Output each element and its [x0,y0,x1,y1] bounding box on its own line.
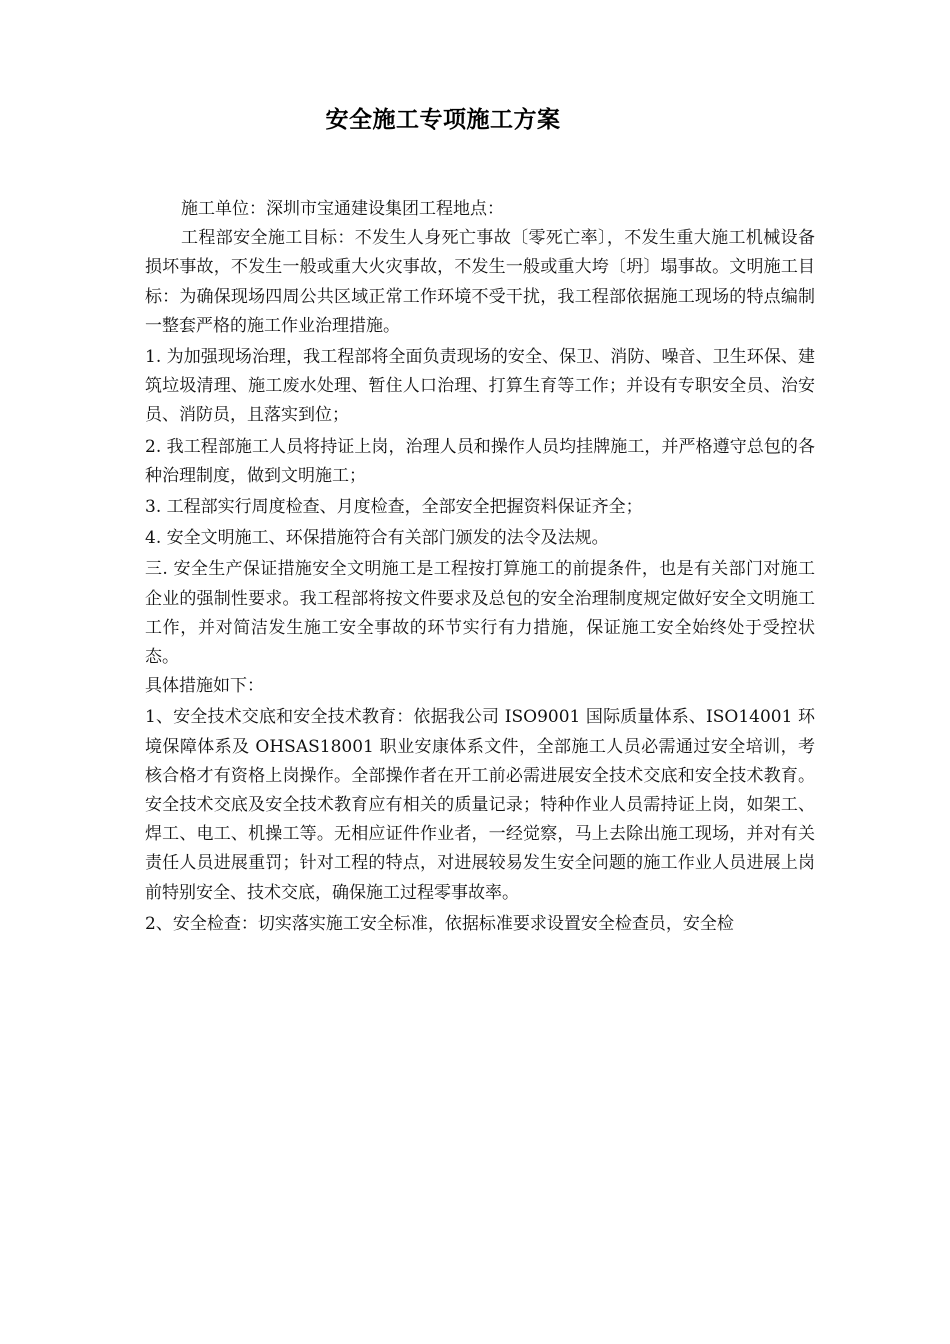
paragraph-section-3: 三. 安全生产保证措施安全文明施工是工程按打算施工的前提条件，也是有关部门对施工企业的强制性要求。我工程部将按文件要求及总包的安全治理制度规定做好安全文明施工工作，并对简洁发生施工安全事故的环节实行有力措施，保证施工安全始终处于受控状态。 [145,559,815,668]
paragraph-measures-heading: 具体措施如下： [145,676,264,697]
paragraph-construction-unit: 施工单位：深圳市宝通建设集团工程地点： [181,199,504,219]
paragraph-measure-1: 1、安全技术交底和安全技术教育：依据我公司 ISO9001 国际质量体系、ISO14001 环境保障体系及 OHSAS18001 职业安康体系文件，全部施工人员必需通过安全培训，考核合格才有资格上岗操作。全部操作者在开工前必需进展安全技术交底和安全技术教育。安全技术交底及安全技术教育应有相关的质量记录；特种作业人员需持证上岗，如架工、焊工、电工、机操工等。无相应证件作业者，一经觉察，马上去除出施工现场，并对有关责任人员进展重罚；针对工程的特点，对进展较易发生安全问题的施工作业人员进展上岗前特别安全、技术交底，确保施工过程零事故率。 [145,707,815,903]
paragraph-item-4: 4. 安全文明施工、环保措施符合有关部门颁发的法令及法规。 [145,528,609,549]
paragraph-item-3: 3. 工程部实行周度检查、月度检查，全部安全把握资料保证齐全； [145,497,643,518]
paragraph-item-1: 1. 为加强现场治理，我工程部将全面负责现场的安全、保卫、消防、噪音、卫生环保、建筑垃圾清理、施工废水处理、暂住人口治理、打算生育等工作；并设有专职安全员、治安员、消防员，且落实到位； [145,347,815,426]
document-body [145,195,815,939]
document-title: 安全施工专项施工方案 [325,107,561,133]
paragraph-item-2: 2. 我工程部施工人员将持证上岗，治理人员和操作人员均挂牌施工，并严格遵守总包的各种治理制度，做到文明施工； [145,436,815,486]
paragraph-safety-goals: 工程部安全施工目标：不发生人身死亡事故〔零死亡率〕，不发生重大施工机械设备损坏事故，不发生一般或重大火灾事故，不发生一般或重大垮〔坍〕塌事故。文明施工目标：为确保现场四周公共区域正常工作环境不受干扰，我工程部依据施工现场的特点编制一整套严格的施工作业治理措施。 [145,228,815,336]
paragraph-measure-2: 2、安全检查：切实落实施工安全标准，依据标准要求设置安全检查员，安全检 [145,913,734,934]
